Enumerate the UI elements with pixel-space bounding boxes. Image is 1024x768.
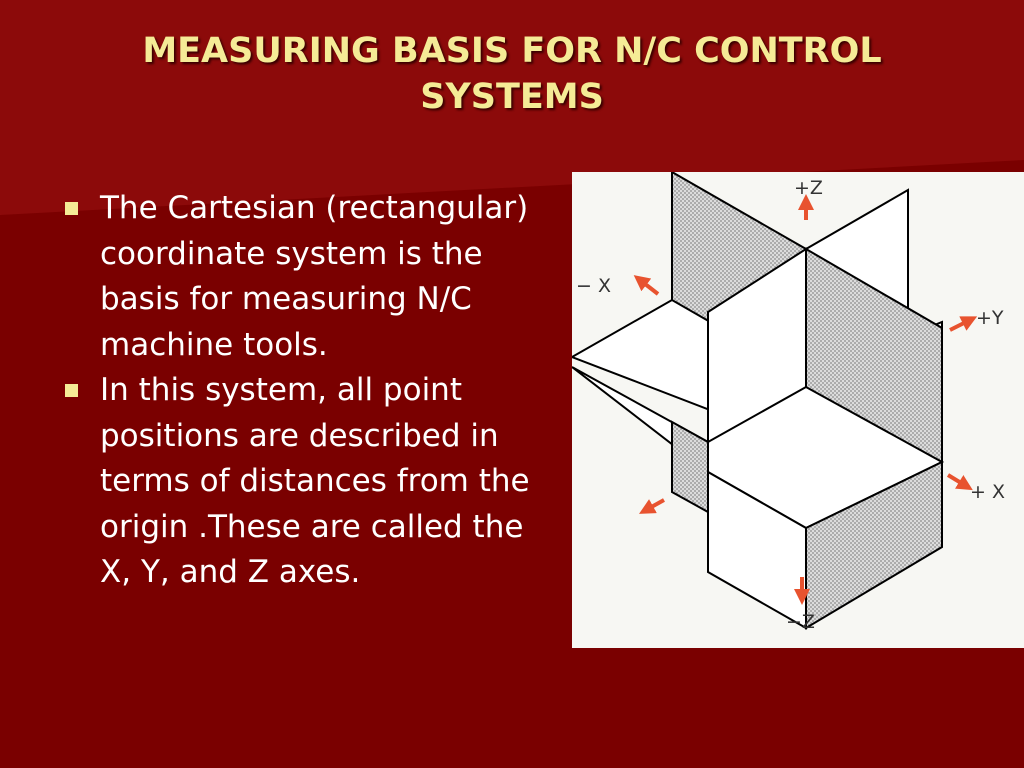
minus-z-label: −Z — [786, 611, 815, 633]
plus-z-label: +Z — [794, 177, 823, 199]
coordinate-planes-diagram — [572, 172, 1024, 648]
plus-y-label: +Y — [976, 307, 1004, 329]
bullet-text: The Cartesian (rectangular) coordinate system is the basis for measuring N/C machine tools. — [100, 190, 529, 363]
bullet-list — [60, 186, 560, 596]
vertical-plane-xz-lower-left — [672, 422, 708, 512]
minus-x-arrow-icon — [640, 280, 658, 294]
minus-x-label: − X — [576, 275, 611, 297]
bullet-item — [60, 368, 560, 596]
plus-y-arrow-icon — [950, 320, 970, 330]
minus-y-arrow-icon — [646, 500, 664, 510]
square-bullet-icon — [65, 202, 78, 215]
plus-x-label: + X — [970, 481, 1005, 503]
bullet-item — [60, 186, 560, 368]
plus-x-arrow-icon — [948, 475, 966, 486]
square-bullet-icon — [65, 384, 78, 397]
slide-title: MEASURING BASIS FOR N/C CONTROL SYSTEMS — [142, 31, 882, 117]
bullet-text: In this system, all point positions are described in terms of distances from the origin .These are called the X, Y, and Z axes. — [100, 372, 530, 590]
